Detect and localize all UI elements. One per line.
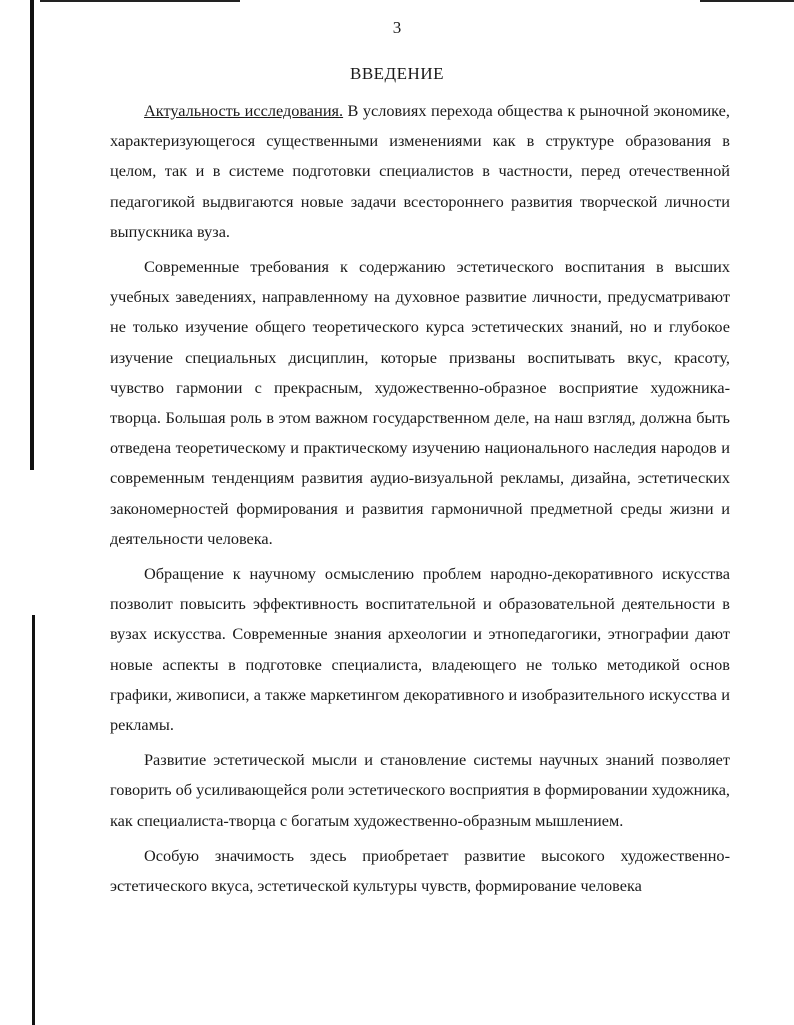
paragraph-3: Обращение к научному осмыслению проблем народно-декоративного искусства позволит повысить эффективность воспитательной и образовательной деятельности в вузах искусства. Современные знания археологии и этнопедагогики, этнографии дают новые аспекты в подготовке специалиста, владеющего не только методикой основ графики, живописи, а также маркетингом декоративного и изобразительного искусства и рекламы. — [110, 564, 730, 735]
paragraph-4: Развитие эстетической мысли и становление системы научных знаний позволяет говорить об усиливающейся роли эстетического восприятия в формировании художника, как специалиста-творца с богатым художественно-образным мышлением. — [110, 750, 730, 830]
paragraph-text: В условиях перехода общества к рыночной экономике, характеризующегося существенными изменениями как в структуре образования в целом, так и в системе подготовки специалистов в частности, перед отечественной педагогикой выдвигаются новые задачи всестороннего развития творческой личности выпускника вуза. — [110, 101, 730, 241]
paragraph-5: Особую значимость здесь приобретает развитие высокого художественно-эстетического вкуса, эстетической культуры чувств, формирование человека — [110, 845, 730, 896]
document-body — [110, 96, 730, 906]
scan-artifact-top-right — [700, 0, 794, 2]
scan-artifact-left-edge-lower — [32, 615, 35, 1025]
page-number: 3 — [392, 18, 402, 37]
page-title: ВВЕДЕНИЕ — [350, 64, 444, 83]
paragraph-1 — [110, 96, 730, 252]
scan-artifact-top — [40, 0, 240, 2]
paragraph-2: Современные требования к содержанию эстетического воспитания в высших учебных заведениях, направленному на духовное развитие личности, предусматривают не только изучение общего теоретического курса эстетических знаний, но и глубокое изучение специальных дисциплин, которые призваны воспитывать вкус, красоту, чувство гармонии с прекрасным, художественно-образное восприятие художника-творца. Большая роль в этом важном государственном деле, на наш взгляд, должна быть отведена теоретическому и практическому изучению национального наследия народов и современным тенденциям развития аудио-визуальной рекламы, дизайна, эстетических закономерностей формирования и развития гармоничной предметной среды жизни и деятельности человека. — [110, 257, 730, 548]
paragraph-lead: Актуальность исследования. — [144, 101, 344, 120]
